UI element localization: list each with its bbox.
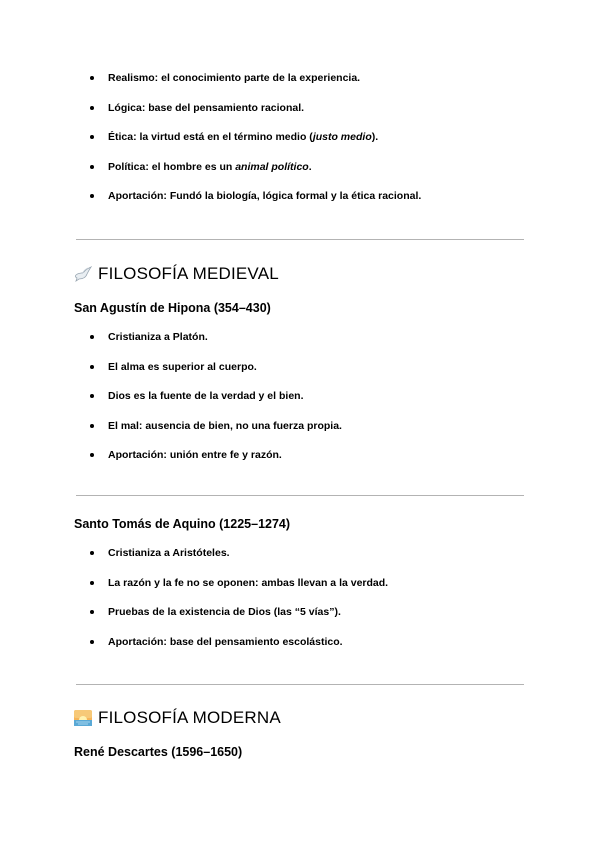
bullet-icon xyxy=(90,581,94,585)
list-item: Lógica: base del pensamiento racional. xyxy=(90,101,421,131)
section-title: FILOSOFÍA MODERNA xyxy=(98,708,281,727)
section-title: FILOSOFÍA MEDIEVAL xyxy=(98,264,279,283)
bullet-icon xyxy=(90,194,94,198)
bullet-icon xyxy=(90,335,94,339)
bullet-icon xyxy=(90,394,94,398)
dove-icon xyxy=(74,266,92,282)
list-item: Aportación: base del pensamiento escolástico. xyxy=(90,635,388,665)
section-heading-moderna xyxy=(74,708,281,728)
list-item: Aportación: Fundó la biología, lógica formal y la ética racional. xyxy=(90,189,421,219)
subheading-tomas: Santo Tomás de Aquino (1225–1274) xyxy=(74,517,291,531)
list-item: Aportación: unión entre fe y razón. xyxy=(90,448,342,478)
bullet-icon xyxy=(90,365,94,369)
bullet-icon xyxy=(90,424,94,428)
list-item: La razón y la fe no se oponen: ambas llevan a la verdad. xyxy=(90,576,388,606)
list-item: Política: el hombre es un animal político. xyxy=(90,160,421,190)
subheading-descartes: René Descartes (1596–1650) xyxy=(74,745,243,759)
section-divider xyxy=(76,239,524,240)
bullet-icon xyxy=(90,640,94,644)
agustin-list xyxy=(90,330,342,478)
list-item: Pruebas de la existencia de Dios (las “5 vías”). xyxy=(90,605,388,635)
bullet-icon xyxy=(90,106,94,110)
sunrise-icon xyxy=(74,710,92,726)
list-item: Cristianiza a Aristóteles. xyxy=(90,546,388,576)
bullet-icon xyxy=(90,165,94,169)
section-divider xyxy=(76,495,524,496)
list-item: Dios es la fuente de la verdad y el bien. xyxy=(90,389,342,419)
section-divider xyxy=(76,684,524,685)
list-item: El alma es superior al cuerpo. xyxy=(90,360,342,390)
list-item: Realismo: el conocimiento parte de la experiencia. xyxy=(90,71,421,101)
subheading-agustin: San Agustín de Hipona (354–430) xyxy=(74,301,271,315)
bullet-icon xyxy=(90,453,94,457)
bullet-icon xyxy=(90,76,94,80)
aristoteles-list xyxy=(90,71,421,219)
bullet-icon xyxy=(90,610,94,614)
list-item: Ética: la virtud está en el término medio (justo medio). xyxy=(90,130,421,160)
list-item: Cristianiza a Platón. xyxy=(90,330,342,360)
bullet-icon xyxy=(90,551,94,555)
section-heading-medieval xyxy=(74,264,279,284)
tomas-list xyxy=(90,546,388,664)
bullet-icon xyxy=(90,135,94,139)
list-item: El mal: ausencia de bien, no una fuerza propia. xyxy=(90,419,342,449)
